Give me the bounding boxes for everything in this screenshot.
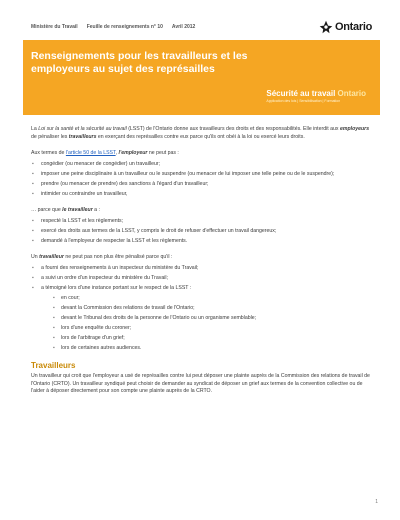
- intro-text: (LSST) de l'Ontario donne aux travailleurs des droits et des responsabilités. Elle interdit aux: [126, 126, 340, 132]
- intro-paragraph: [31, 126, 371, 141]
- lead-text: ,: [115, 150, 119, 156]
- also-lead: [31, 254, 371, 262]
- program-title: [266, 89, 366, 98]
- sheet-label: Feuille de renseignements n° 10: [86, 24, 163, 30]
- list-item: ▪ exercé des droits aux termes de la LSST, y compris le droit de refuser d'effectuer un travail dangereux;: [31, 228, 371, 236]
- employer-lead: [31, 150, 371, 158]
- lead-emphasis: travailleur: [39, 254, 64, 260]
- employer-prohibitions-list: [31, 161, 371, 199]
- lead-text: Un: [31, 254, 40, 260]
- header-meta: [31, 24, 195, 30]
- lead-emphasis: le travailleur: [62, 207, 93, 213]
- lead-text: … parce que: [31, 207, 63, 213]
- list-item: [31, 285, 371, 353]
- act-name: Loi sur la santé et la sécurité au travail: [38, 126, 127, 132]
- logo-wordmark: Ontario: [334, 21, 372, 33]
- ontario-trillium-icon: [319, 20, 333, 34]
- list-item-text: a témoigné lors d'une instance portant sur le respect de la LSST :: [41, 284, 192, 291]
- worker-actions-list: [31, 218, 371, 246]
- protected-actions-list: [31, 265, 371, 353]
- sub-list-item: ▪ lors de certaines autres audiences.: [41, 345, 371, 353]
- list-item: ▪ a fourni des renseignements à un inspecteur du ministère du Travail;: [31, 265, 371, 273]
- article-50-link[interactable]: l'article 50 de la LSST: [65, 150, 116, 156]
- list-item: ▪ a suivi un ordre d'un inspecteur du ministère du Travail;: [31, 275, 371, 283]
- lead-text: ne peut pas non plus être pénalisé parce qu'il :: [63, 254, 173, 260]
- list-item: ▪ imposer une peine disciplinaire à un travailleur ou le suspendre (ou menacer de lui imposer une telle peine ou de le suspendre);: [31, 171, 371, 179]
- list-item: ▪ prendre (ou menacer de prendre) des sanctions à l'égard d'un travailleur;: [31, 181, 371, 189]
- list-item: ▪ congédier (ou menacer de congédier) un travailleur;: [31, 161, 371, 169]
- program-brand: [266, 89, 366, 103]
- list-item: ▪ respecté la LSST et les règlements;: [31, 218, 371, 226]
- intro-text: en exerçant des représailles contre eux parce qu'ils ont obéi à la loi ou exercé leurs droits.: [96, 133, 305, 140]
- lead-emphasis: l'employeur: [118, 150, 148, 156]
- lead-text: Aux termes de: [31, 150, 66, 156]
- program-title-accent: Ontario: [337, 89, 366, 98]
- date-label: Avril 2012: [171, 24, 196, 30]
- page-number: 1: [375, 499, 378, 505]
- sub-list-item: ▪ lors de l'arbitrage d'un grief;: [41, 335, 371, 343]
- sub-list-item: ▪ en cour;: [41, 295, 371, 303]
- ontario-logo: [319, 20, 372, 34]
- because-lead: [31, 207, 371, 215]
- intro-text: de pénaliser les: [31, 133, 69, 140]
- lead-text: a :: [92, 207, 100, 213]
- list-item: ▪ intimider ou contraindre un travailleur,: [31, 191, 371, 199]
- workers-paragraph: Un travailleur qui croit que l'employeur a usé de représailles contre lui peut déposer une plainte auprès de la Commission des relations de travail de l'Ontario (CRTO). Un travailleur syndiqué peut choisir de demander au syndicat de déposer un grief aux termes de la convention collective ou de l'aider à déposer directement pour son compte une plainte auprès de la CRTO.: [31, 373, 370, 394]
- program-title-plain: Sécurité au travail: [266, 89, 336, 98]
- sub-list-item: ▪ devant le Tribunal des droits de la personne de l'Ontario ou un organisme semblable;: [41, 315, 371, 323]
- intro-emphasis: travailleurs: [68, 133, 97, 140]
- sub-list-item: ▪ devant la Commission des relations de travail de l'Ontario;: [41, 305, 371, 313]
- intro-text: La: [31, 126, 39, 132]
- sub-list-item: ▪ lors d'une enquête du coroner;: [41, 325, 371, 333]
- lead-text: ne peut pas :: [147, 150, 179, 156]
- list-item: ▪ demandé à l'employeur de respecter la LSST et les règlements.: [31, 238, 371, 246]
- intro-emphasis: employeurs: [339, 126, 370, 132]
- document-body: [31, 126, 371, 405]
- proceedings-sublist: [41, 295, 371, 353]
- program-tagline: Application des lois | Sensibilisation | Formation: [266, 99, 341, 103]
- ministry-label: Ministère du Travail: [31, 24, 78, 30]
- title-banner: [23, 40, 380, 115]
- page-title: Renseignements pour les travailleurs et les employeurs au sujet des représailles: [31, 50, 248, 75]
- workers-heading: Travailleurs: [31, 360, 76, 370]
